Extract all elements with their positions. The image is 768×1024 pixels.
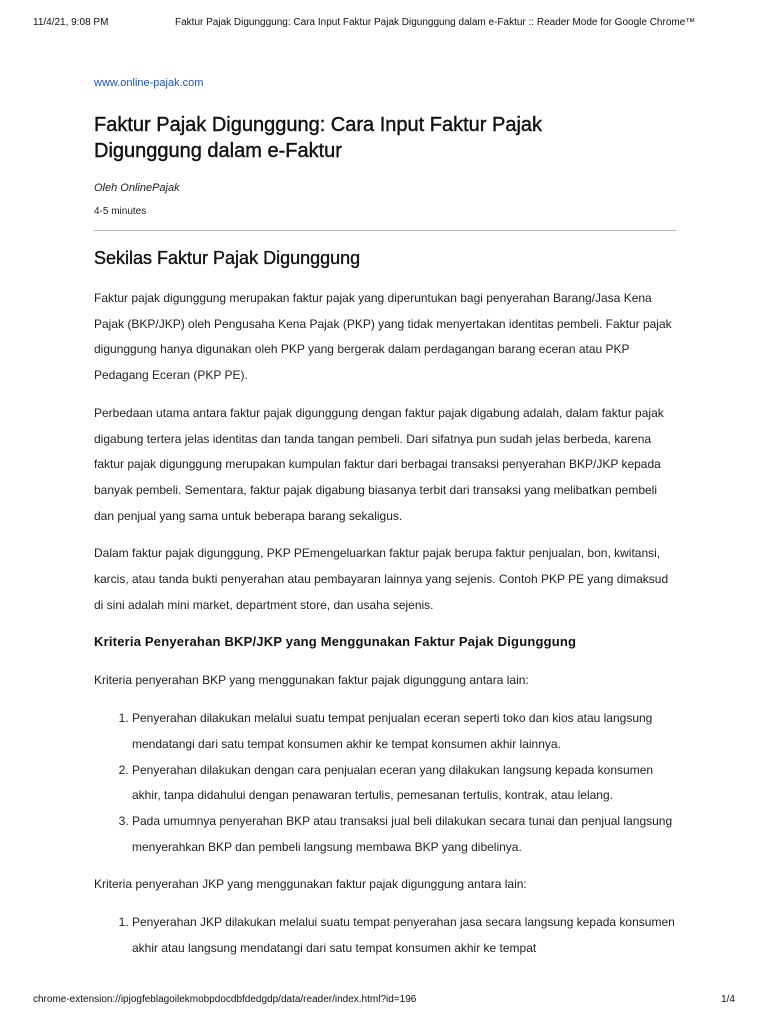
paragraph: Faktur pajak digunggung merupakan faktur pajak yang diperuntukan bagi penyerahan Barang/Jasa Kena Pajak (BKP/JKP) oleh Pengusaha Kena Pajak (PKP) yang tidak menyertakan identitas pembeli. Faktur pajak digunggung hanya digunakan oleh PKP yang bergerak dalam perdagangan barang eceran atau PKP Pedagang Eceran (PKP PE). — [94, 291, 672, 383]
list-item: 2. Penyerahan dilakukan dengan cara penjualan eceran yang dilakukan langsung kepada konsumen akhir, tanpa didahului dengan penawaran tertulis, pemesanan tertulis, kontrak, atau lelang. — [132, 758, 676, 809]
paragraph: Dalam faktur pajak digunggung, PKP PEmengeluarkan faktur pajak berupa faktur penjualan, bon, kwitansi, karcis, atau tanda bukti penyerahan atau pembayaran lainnya yang sejenis. Contoh PKP PE yang dimaksud di sini adalah mini market, department store, dan usaha sejenis. — [94, 546, 669, 612]
paragraph: Perbedaan utama antara faktur pajak digunggung dengan faktur pajak digabung adalah, dalam faktur pajak digabung tertera jelas identitas dan tanda tangan pembeli. Dari sifatnya pun sudah jelas berbeda, karena faktur pajak digunggung merupakan kumpulan faktur dari berbagai transaksi penyerahan BKP/JKP kepada banyak pembeli. Sementara, faktur pajak digabung biasanya terbit dari transaksi yang melibatkan pembeli dan penjual yang sama untuk beberapa barang sekaligus. — [94, 405, 664, 523]
list-item: 1. Penyerahan dilakukan melalui suatu tempat penjualan eceran seperti toko dan kios atau langsung mendatangi dari satu tempat konsumen akhir ke tempat konsumen akhir lainnya. — [132, 706, 676, 757]
article-author: Oleh OnlinePajak — [94, 182, 180, 194]
header-divider — [94, 230, 676, 231]
article-title: Faktur Pajak Digunggung: Cara Input Faktur Pajak Digunggung dalam e-Faktur — [94, 114, 543, 162]
bkp-criteria-intro: Kriteria penyerahan BKP yang menggunakan faktur pajak digunggung antara lain: — [94, 673, 529, 688]
section-heading-criteria: Kriteria Penyerahan BKP/JKP yang Menggunakan Faktur Pajak Digunggung — [94, 634, 577, 650]
article-body — [94, 244, 676, 973]
list-item: 3. Pada umumnya penyerahan BKP atau transaksi jual beli dilakukan secara tunai dan penjual langsung menyerahkan BKP dan pembeli langsung membawa BKP yang dibelinya. — [132, 809, 676, 860]
jkp-criteria-intro: Kriteria penyerahan JKP yang menggunakan faktur pajak digunggung antara lain: — [94, 877, 527, 892]
article-read-time: 4-5 minutes — [94, 206, 147, 217]
jkp-criteria-list — [94, 910, 676, 961]
print-url: chrome-extension://ipjogfeblagoilekmobpdocdbfdedgdp/data/reader/index.html?id=196 — [33, 994, 417, 1005]
list-item: 1. Penyerahan JKP dilakukan melalui suatu tempat penyerahan jasa secara langsung kepada konsumen akhir atau langsung mendatangi dari satu tempat konsumen akhir ke tempat — [132, 910, 676, 961]
print-page-number: 1/4 — [721, 994, 735, 1005]
print-date: 11/4/21, 9:08 PM — [33, 17, 109, 28]
print-header — [33, 17, 735, 31]
bkp-criteria-list — [94, 706, 676, 860]
section-heading-overview: Sekilas Faktur Pajak Digunggung — [94, 248, 361, 268]
site-link[interactable]: www.online-pajak.com — [94, 77, 204, 89]
print-page-title: Faktur Pajak Digunggung: Cara Input Faktur Pajak Digunggung dalam e-Faktur :: Reader Mode for Google Chrome™ — [175, 17, 696, 28]
